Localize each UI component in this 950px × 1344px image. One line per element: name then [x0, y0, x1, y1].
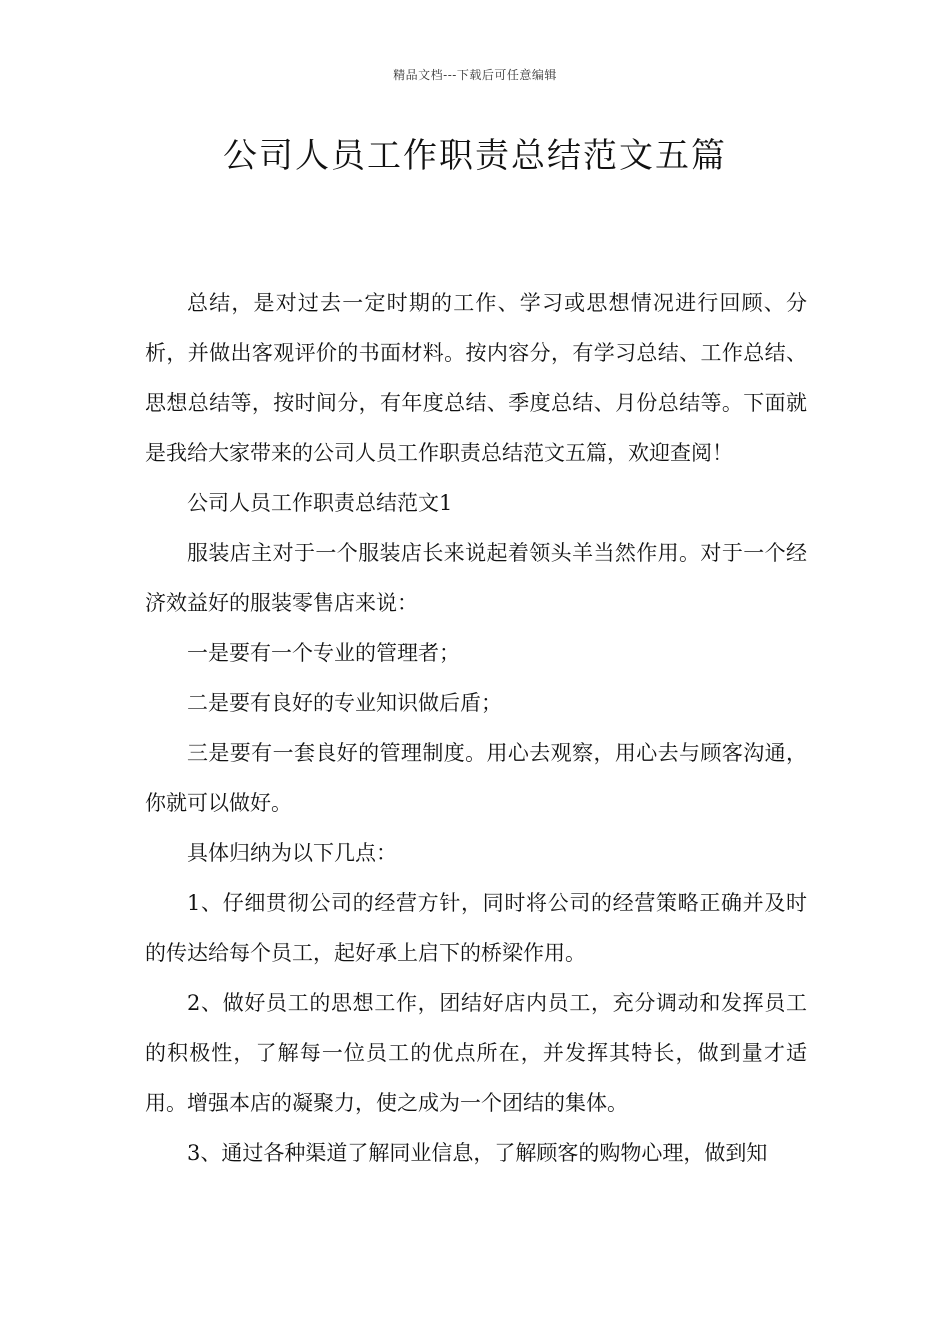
document-body	[145, 278, 807, 1178]
intro-paragraph: 总结，是对过去一定时期的工作、学习或思想情况进行回顾、分析，并做出客观评价的书面材料。按内容分，有学习总结、工作总结、思想总结等，按时间分，有年度总结、季度总结、月份总结等。下面就是我给大家带来的公司人员工作职责总结范文五篇，欢迎查阅！	[145, 291, 807, 465]
section-heading: 公司人员工作职责总结范文1	[187, 491, 453, 515]
body-paragraph: 服装店主对于一个服装店长来说起着领头羊当然作用。对于一个经济效益好的服装零售店来说：	[145, 541, 807, 615]
list-item-paragraph: 2、做好员工的思想工作，团结好店内员工，充分调动和发挥员工的积极性，了解每一位员工的优点所在，并发挥其特长，做到量才适用。增强本店的凝聚力，使之成为一个团结的集体。	[145, 991, 807, 1115]
header-note: 精品文档---下载后可任意编辑	[393, 68, 557, 82]
list-item-paragraph: 1、仔细贯彻公司的经营方针，同时将公司的经营策略正确并及时的传达给每个员工，起好承上启下的桥梁作用。	[145, 891, 807, 965]
body-paragraph: 具体归纳为以下几点：	[187, 841, 397, 865]
list-item-paragraph: 3、通过各种渠道了解同业信息，了解顾客的购物心理，做到知	[187, 1141, 768, 1165]
body-paragraph: 一是要有一个专业的管理者；	[187, 641, 460, 665]
body-paragraph: 三是要有一套良好的管理制度。用心去观察，用心去与顾客沟通，你就可以做好。	[145, 741, 807, 815]
document-title: 公司人员工作职责总结范文五篇	[223, 136, 727, 176]
body-paragraph: 二是要有良好的专业知识做后盾；	[187, 691, 502, 715]
